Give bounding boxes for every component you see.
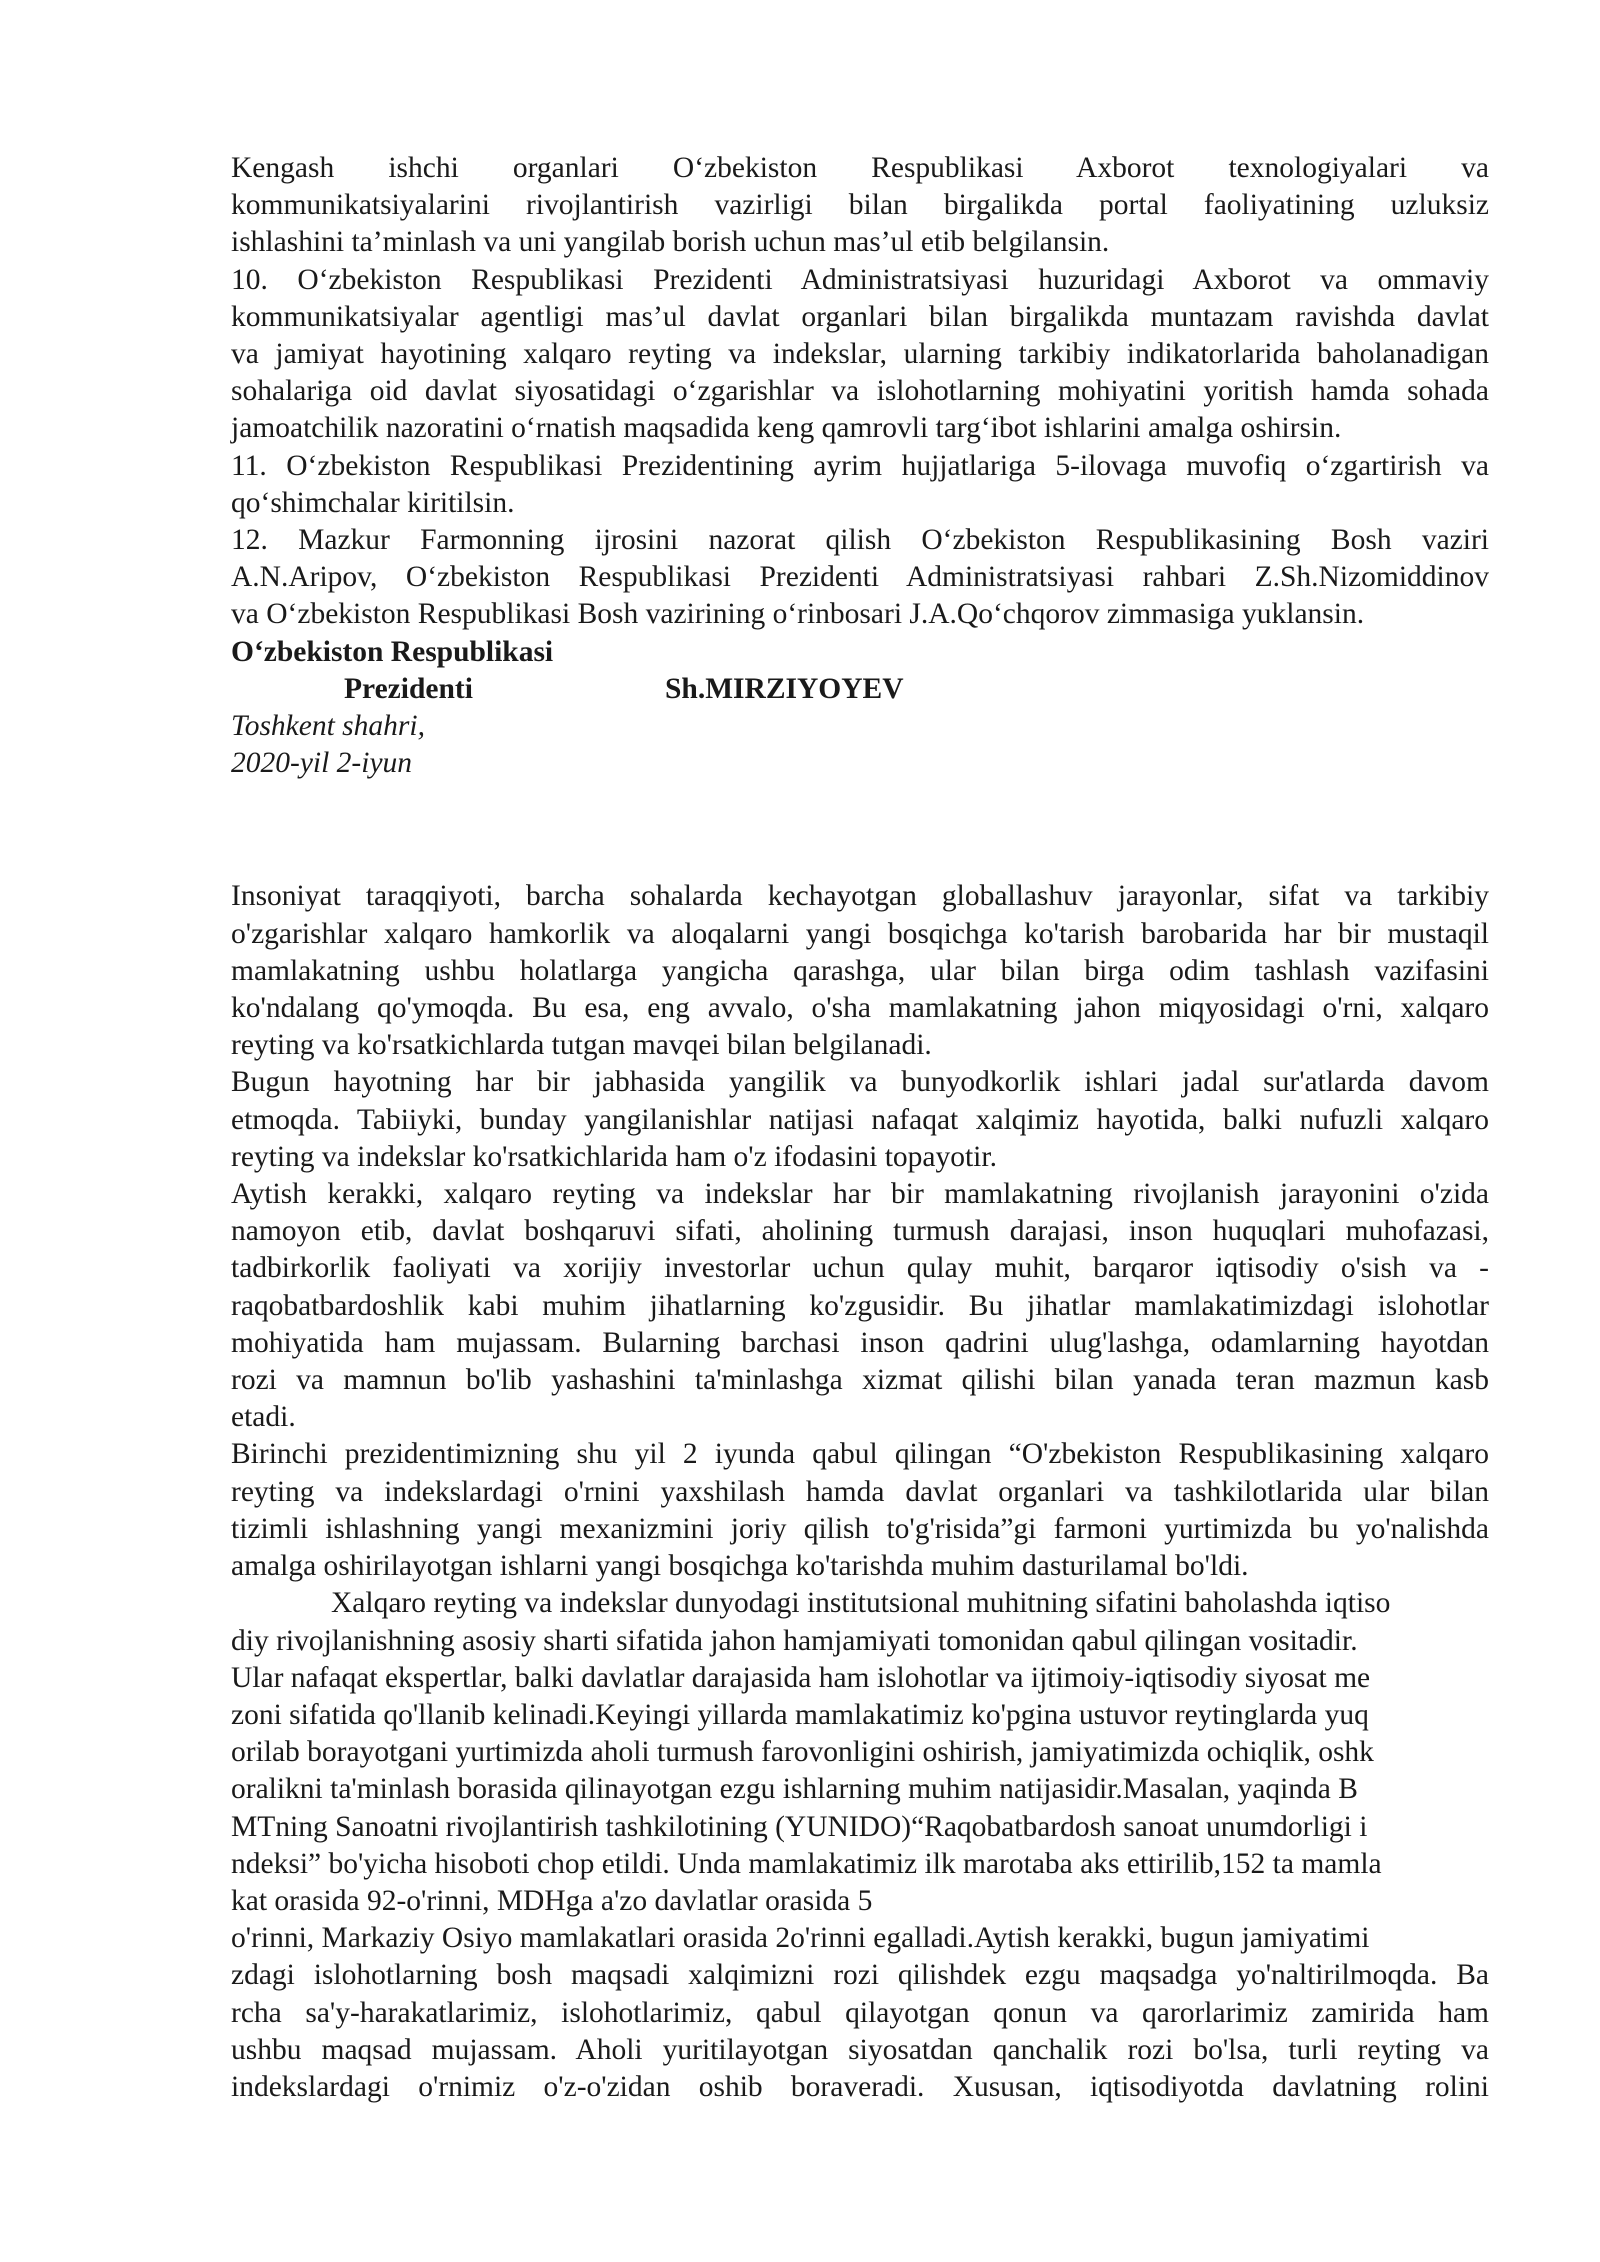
text-line: o'zgarishlar xalqaro hamkorlik va aloqalarni yangi bosqichga ko'tarish barobarida har bir mustaqil <box>231 917 1489 950</box>
text-line: oralikni ta'minlash borasida qilinayotgan ezgu ishlarning muhim natijasidir.Masalan, yaqinda B <box>231 1773 1358 1806</box>
text-line: 11. O‘zbekiston Respublikasi Prezidentining ayrim hujjatlariga 5-ilovaga muvofiq o‘zgartirish va <box>231 449 1489 482</box>
text-line: kat orasida 92-o'rinni, MDHga a'zo davlatlar orasida 5 <box>231 1884 873 1917</box>
text-line: reyting va ko'rsatkichlarda tutgan mavqei bilan belgilanadi. <box>231 1029 932 1062</box>
text-line: rozi va mamnun bo'lib yashashini ta'minlashga xizmat qilishi bilan yanada teran mazmun kasb <box>231 1364 1489 1397</box>
text-line: mamlakatning ushbu holatlarga yangicha qarashga, ular bilan birga odim tashlash vazifasini <box>231 954 1489 987</box>
text-line: ushbu maqsad mujassam. Aholi yuritilayotgan siyosatdan qanchalik rozi bo'lsa, turli reyting va <box>231 2033 1489 2066</box>
decree-paragraph-12 <box>231 522 1489 634</box>
text-line: o'rinni, Markaziy Osiyo mamlakatlari orasida 2o'rinni egalladi.Aytish kerakki, bugun jamiyatimi <box>231 1922 1370 1955</box>
text-line: tadbirkorlik faoliyati va xorijiy investorlar uchun qulay muhit, barqaror iqtisodiy o'sish va - <box>231 1252 1489 1285</box>
decree-paragraph-10 <box>231 262 1489 448</box>
text-line: reyting va indekslardagi o'rnini yaxshilash hamda davlat organlari va tashkilotlarida ular bilan <box>231 1475 1489 1508</box>
text-line: kommunikatsiyalar agentligi mas’ul davlat organlari bilan birgalikda muntazam ravishda davlat <box>231 300 1489 333</box>
text-line: etmoqda. Tabiiyki, bunday yangilanishlar natijasi nafaqat xalqimiz hayotida, balki nufuzli xalqaro <box>231 1103 1489 1136</box>
text-line: 10. O‘zbekiston Respublikasi Prezidenti Administratsiyasi huzuridagi Axborot va ommaviy <box>231 263 1489 296</box>
text-line: jamoatchilik nazoratini o‘rnatish maqsadida keng qamrovli targ‘ibot ishlarini amalga oshirsin. <box>231 412 1342 445</box>
text-line: ko'ndalang qo'ymoqda. Bu esa, eng avvalo, o'sha mamlakatning jahon miqyosidagi o'rni, xalqaro <box>231 992 1489 1025</box>
text-line: rcha sa'y-harakatlarimiz, islohotlarimiz, qabul qilayotgan qonun va qarorlarimiz zamirida ham <box>231 1996 1489 2029</box>
text-line: sohalariga oid davlat siyosatidagi o‘zgarishlar va islohotlarning mohiyatini yoritish hamda sohada <box>231 375 1489 408</box>
article-paragraph-3 <box>231 1176 1489 1436</box>
text-line: raqobatbardoshlik kabi muhim jihatlarning ko'zgusidir. Bu jihatlar mamlakatimizdagi islohotlar <box>231 1289 1489 1322</box>
signature-title: O‘zbekiston Respublikasi <box>231 635 554 668</box>
text-line: qo‘shimchalar kiritilsin. <box>231 486 515 519</box>
text-line: ndeksi” bo'yicha hisoboti chop etildi. Unda mamlakatimiz ilk marotaba aks ettirilib,152 ta mamla <box>231 1847 1382 1880</box>
article-paragraph-2 <box>231 1064 1489 1176</box>
decree-paragraph-9-tail <box>231 150 1489 262</box>
signature-date: 2020-yil 2-iyun <box>231 747 413 780</box>
text-line: Ular nafaqat ekspertlar, balki davlatlar darajasida ham islohotlar va ijtimoiy-iqtisodiy siyosat me <box>231 1661 1371 1694</box>
text-line: amalga oshirilayotgan ishlarni yangi bosqichga ko'tarishda muhim dasturilamal bo'ldi. <box>231 1550 1249 1583</box>
text-line: Aytish kerakki, xalqaro reyting va indekslar har bir mamlakatning rivojlanish jarayonini o'zida <box>231 1178 1489 1211</box>
text-line: diy rivojlanishning asosiy sharti sifatida jahon hamjamiyati tomonidan qabul qilingan vositadir. <box>231 1624 1358 1657</box>
decree-paragraph-11 <box>231 448 1489 522</box>
article-paragraph-4 <box>231 1436 1489 1585</box>
text-line: 12. Mazkur Farmonning ijrosini nazorat qilish O‘zbekiston Respublikasining Bosh vaziri <box>231 524 1489 557</box>
text-line: va jamiyat hayotining xalqaro reyting va indekslar, ularning tarkibiy indikatorlarida baholanadigan <box>231 338 1489 371</box>
text-line: tizimli ishlashning yangi mexanizmini joriy qilish to'g'risida”gi farmoni yurtimizda bu yo'nalishda <box>231 1512 1489 1545</box>
text-line: reyting va indekslar ko'rsatkichlarida ham o'z ifodasini topayotir. <box>231 1140 997 1173</box>
text-line: etadi. <box>231 1401 296 1434</box>
article-paragraph-1 <box>231 878 1489 1064</box>
text-line: orilab borayotgani yurtimizda aholi turmush farovonligini oshirish, jamiyatimizda ochiqlik, oshk <box>231 1736 1374 1769</box>
text-line: ishlashini ta’minlash va uni yangilab borish uchun mas’ul etib belgilansin. <box>231 226 1110 259</box>
text-line: va O‘zbekiston Respublikasi Bosh vazirining o‘rinbosari J.A.Qo‘chqorov zimmasiga yuklansin. <box>231 598 1365 631</box>
text-line: zoni sifatida qo'llanib kelinadi.Keyingi yillarda mamlakatimiz ko'pgina ustuvor reytinglarda yuq <box>231 1698 1369 1731</box>
section-gap <box>231 782 1489 878</box>
text-line: Kengash ishchi organlari O‘zbekiston Respublikasi Axborot texnologiyalari va <box>231 152 1489 184</box>
text-line: Insoniyat taraqqiyoti, barcha sohalarda kechayotgan globallashuv jarayonlar, sifat va tarkibiy <box>231 880 1489 913</box>
text-line: zdagi islohotlarning bosh maqsadi xalqimizni rozi qilishdek ezgu maqsadga yo'naltirilmoqda. Ba <box>231 1959 1489 1992</box>
article-paragraph-5 <box>231 1585 1489 1920</box>
text-line: kommunikatsiyalarini rivojlantirish vazirligi bilan birgalikda portal faoliyatining uzluksiz <box>231 189 1489 222</box>
text-line: Xalqaro reyting va indekslar dunyodagi institutsional muhitning sifatini baholashda iqtiso <box>331 1587 1391 1620</box>
text-line: MTning Sanoatni rivojlantirish tashkilotining (YUNIDO)“Raqobatbardosh sanoat unumdorligi i <box>231 1810 1368 1843</box>
text-line: indekslardagi o'rnimiz o'z-o'zidan oshib boraveradi. Xususan, iqtisodiyotda davlatning rolini <box>231 2070 1489 2103</box>
text-line: A.N.Aripov, O‘zbekiston Respublikasi Prezidenti Administratsiyasi rahbari Z.Sh.Nizomiddinov <box>231 561 1489 594</box>
text-line: mohiyatida ham mujassam. Bularning barchasi inson qadrini ulug'lashga, odamlarning hayotdan <box>231 1326 1489 1359</box>
text-line: Birinchi prezidentimizning shu yil 2 iyunda qabul qilingan “O'zbekiston Respublikasining xalqaro <box>231 1438 1489 1471</box>
signature-row <box>231 671 1489 708</box>
text-line: namoyon etib, davlat boshqaruvi sifati, aholining turmush darajasi, inson huquqlari muhofazasi, <box>231 1215 1489 1248</box>
signature-role: Prezidenti <box>344 672 473 705</box>
document-page <box>231 150 1489 2106</box>
signature-place: Toshkent shahri, <box>231 710 425 743</box>
article-paragraph-6 <box>231 1920 1489 2106</box>
signature-name: Sh.MIRZIYOYEV <box>665 672 904 705</box>
signature-block <box>231 634 1489 783</box>
text-line: Bugun hayotning har bir jabhasida yangilik va bunyodkorlik ishlari jadal sur'atlarda davom <box>231 1066 1489 1099</box>
